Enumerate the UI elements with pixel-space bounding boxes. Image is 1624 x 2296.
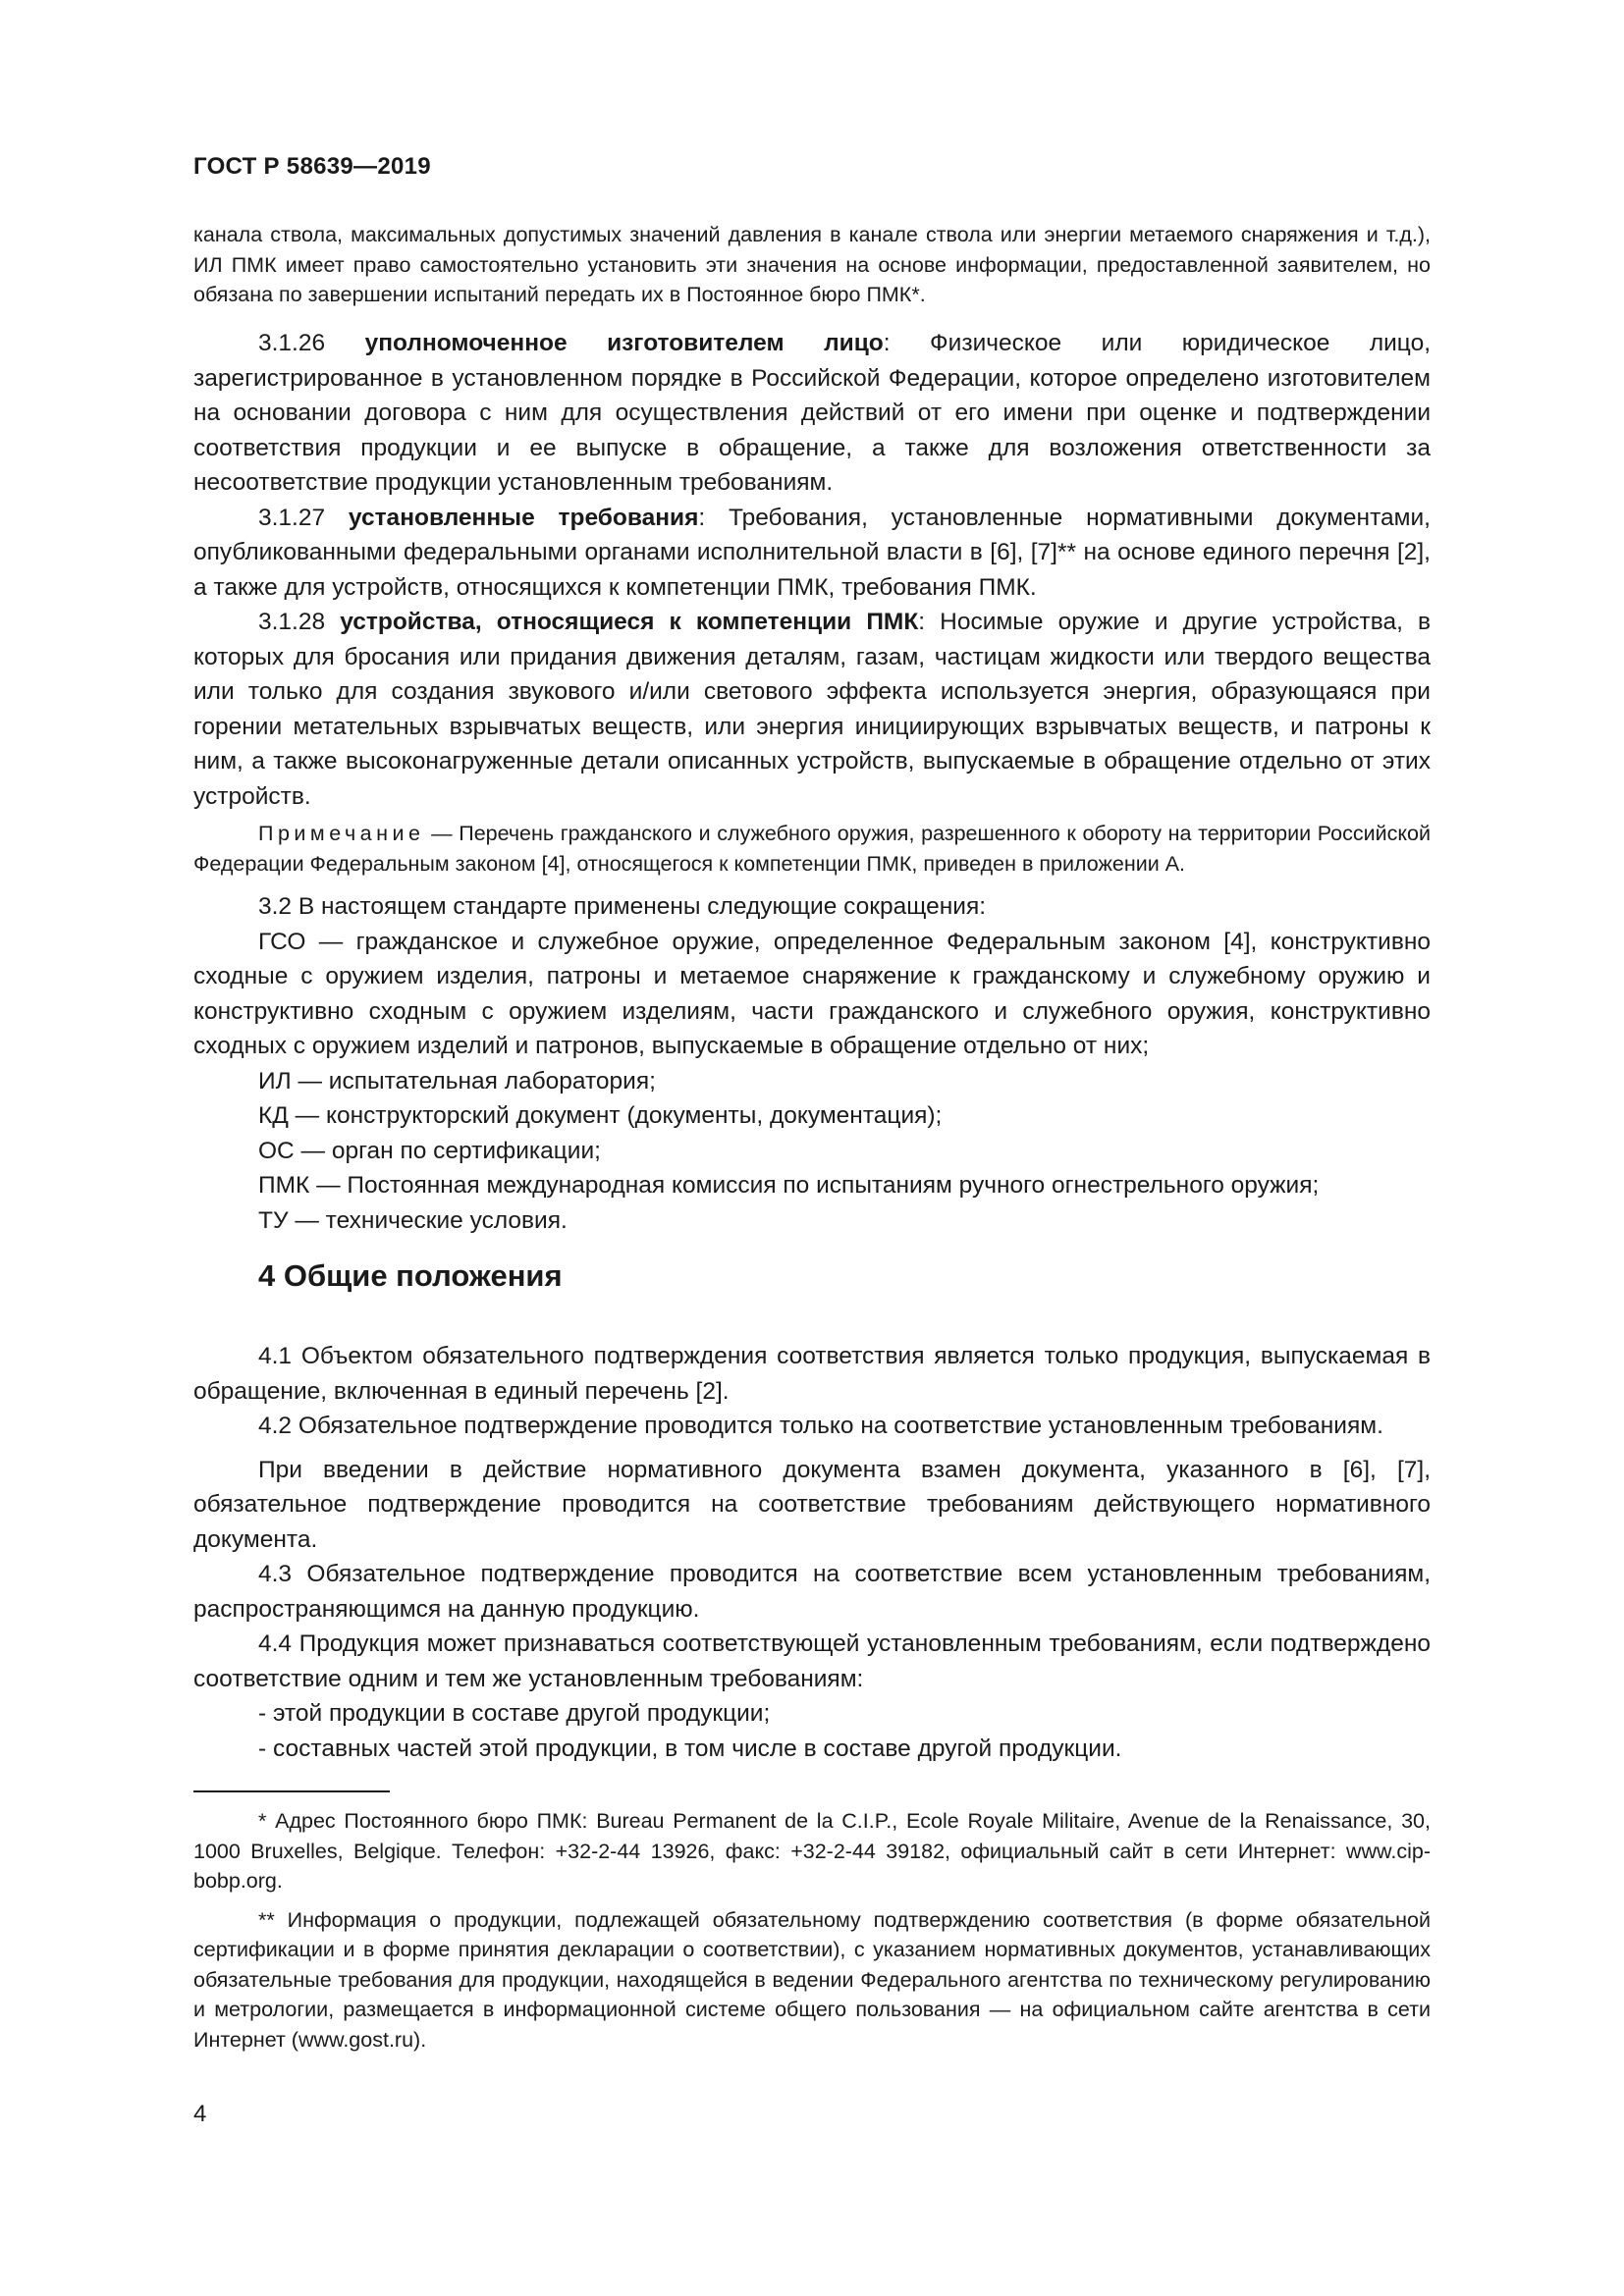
definition-3-1-26 [193,326,1431,501]
page-number: 4 [193,2101,207,2127]
footnote-divider [193,1790,390,1792]
document-code-header: ГОСТ Р 58639—2019 [193,153,431,180]
footnotes-block [193,1806,1431,2055]
abbreviation-item: ОС — орган по сертификации; [258,1137,601,1164]
section-4-paragraph: 4.3 Обязательное подтверждение проводится на соответствие всем установленным требованиям, распространяющимся на данную продукцию. [193,1561,1431,1623]
note-text: — Перечень гражданского и служебного оружия, разрешенного к обороту на территории Российской Федерации Федеральным законом [4], относящегося к компетенции ПМК, приведен в приложении А. [193,822,1431,876]
section-4-list-item: - составных частей этой продукции, в том числе в составе другой продукции. [258,1735,1122,1762]
section-4-list-item: - этой продукции в составе другой продукции; [258,1700,771,1727]
abbreviation-item: ГСО — гражданское и служебное оружие, определенное Федеральным законом [4], конструктивно сходные с оружием изделия, патроны и метаемое снаряжение к гражданскому и служебному оружию и конструктивно сходным с оружием изделиям, части гражданского и служебного оружия, конструктивно сходных с оружием изделий и патронов, выпускаемые в обращение отдельно от них; [193,928,1431,1059]
continuation-paragraph: канала ствола, максимальных допустимых значений давления в канале ствола или энергии метаемого снаряжения и т.д.), ИЛ ПМК имеет право самостоятельно установить эти значения на основе информации, предоставленной заявителем, но обязана по завершении испытаний передать их в Постоянное бюро ПМК*. [193,223,1431,306]
continuation-text-block [193,220,1431,310]
definition-term: уполномоченное изготовителем лицо [364,330,884,356]
abbreviation-item: КД — конструкторский документ (документы, документация); [258,1102,943,1129]
footnote-1: * Адрес Постоянного бюро ПМК: Bureau Permanent de la C.I.P., Ecole Royale Militaire, Avenue de la Renaissance, 30, 1000 Bruxelles, Belgique. Телефон: +32-2-44 13926, факс: +32-2-44 39182, официальный сайт в сети Интернет: www.cip-bobp.org. [193,1809,1431,1893]
note-label: Примечание [258,822,425,845]
definition-3-1-27 [193,501,1431,606]
definition-text: : Физическое или юридическое лицо, зарегистрированное в установленном порядке в Российской Федерации, которое определено изготовителем на основании договора с ним для осуществления действий от его имени при оценке и подтверждении соответствия продукции и ее выпуске в обращение, а также для возложения ответственности за несоответствие продукции установленным требованиям. [193,330,1431,496]
definitions-block [193,326,1431,814]
note-paragraph [193,819,1431,879]
section-4-heading: 4 Общие положения [258,1258,563,1293]
abbreviation-item: ИЛ — испытательная лаборатория; [258,1067,656,1095]
definition-text: : Требования, установленные нормативными документами, опубликованными федеральными органами исполнительной власти в [6], [7]** на основе единого перечня [2], а также для устройств, относящихся к компетенции ПМК, требования ПМК. [193,504,1431,601]
section-4-body [193,1339,1431,1766]
abbreviations-intro: 3.2 В настоящем стандарте применены следующие сокращения: [258,893,987,920]
section-4-paragraph: 4.4 Продукция может признаваться соответствующей установленным требованиям, если подтверждено соответствие одним и тем же установленным требованиям: [193,1630,1431,1692]
definition-term: устройства, относящиеся к компетенции ПМК [340,609,919,635]
abbreviations-block [193,889,1431,1238]
section-4-paragraph: 4.2 Обязательное подтверждение проводится только на соответствие установленным требованиям. [258,1413,1383,1439]
definition-term: установленные требования [348,504,699,531]
note-block [193,819,1431,879]
definition-number: 3.1.28 [258,609,326,635]
section-4-paragraph: При введении в действие нормативного документа взамен документа, указанного в [6], [7], обязательное подтверждение проводится на соответствие требованиям действующего нормативного документа. [193,1456,1431,1553]
footnote-2: ** Информация о продукции, подлежащей обязательному подтверждению соответствия (в форме обязательной сертификации и в форме принятия декларации о соответствии), с указанием нормативных документов, устанавливающих обязательные требования для продукции, находящейся в ведении Федерального агентства по техническому регулированию и метрологии, размещается в информационной системе общего пользования — на официальном сайте агентства в сети Интернет (www.gost.ru). [193,1907,1431,2052]
abbreviation-item: ПМК — Постоянная международная комиссия по испытаниям ручного огнестрельного оружия; [258,1172,1320,1199]
abbreviation-item: ТУ — технические условия. [258,1206,568,1234]
definition-text: : Носимые оружие и другие устройства, в которых для бросания или придания движения деталям, газам, частицам жидкости или твердого вещества или только для создания звукового и/или светового эффекта используется энергия, образующаяся при горении метательных взрывчатых веществ, или энергия инициирующих взрывчатых веществ, и патроны к ним, а также высоконагруженные детали описанных устройств, выпускаемые в обращение отдельно от этих устройств. [193,609,1431,810]
definition-3-1-28 [193,605,1431,814]
section-4-paragraph: 4.1 Объектом обязательного подтверждения соответствия является только продукция, выпускаемая в обращение, включенная в единый перечень [2]. [193,1343,1431,1405]
definition-number: 3.1.26 [258,330,326,356]
definition-number: 3.1.27 [258,504,326,531]
